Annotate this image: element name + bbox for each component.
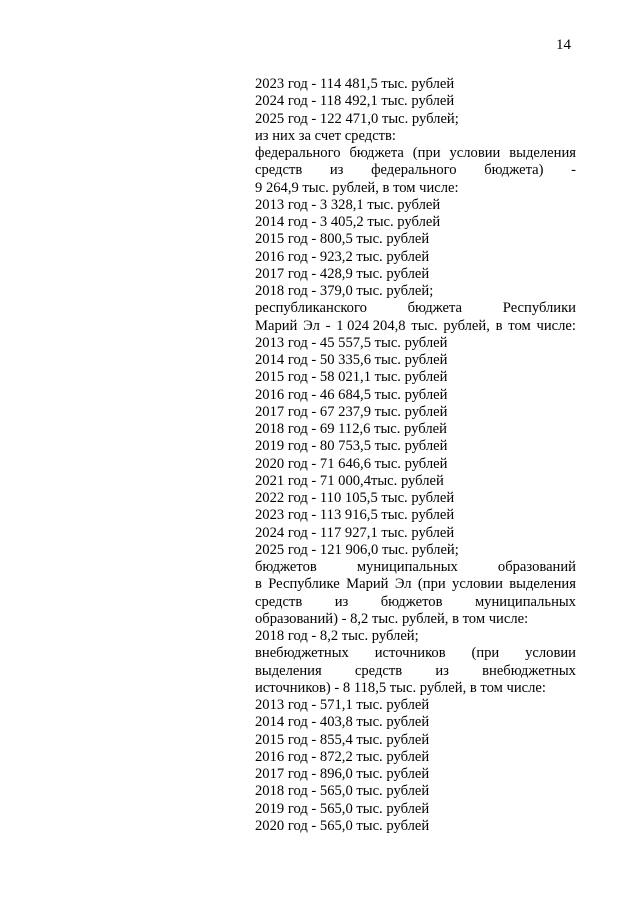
text-line — [255, 162, 576, 179]
text-line: из них за счет средств: — [255, 127, 396, 144]
text-word: (при — [417, 576, 446, 593]
text-line: 2017 год - 896,0 тыс. рублей — [255, 766, 430, 782]
text-word: Марий — [255, 317, 298, 334]
page-number: 14 — [556, 37, 571, 53]
text-line: 2024 год - 117 927,1 тыс. рублей — [255, 524, 455, 541]
text-word: муниципальных — [474, 593, 576, 610]
text-line: 2019 год - 80 753,5 тыс. рублей — [255, 438, 448, 455]
text-line: 2015 год - 855,4 тыс. рублей — [255, 731, 430, 748]
text-word: бюджета — [407, 300, 463, 317]
text-word: в — [495, 317, 503, 334]
text-word: выделения — [509, 145, 576, 161]
text-line — [255, 663, 576, 680]
text-line: 2025 год - 122 471,0 тыс. рублей; — [255, 110, 459, 127]
text-word: Республике — [268, 576, 340, 593]
text-word: Марий — [346, 576, 389, 593]
text-word: условии — [449, 145, 501, 161]
text-line — [255, 145, 576, 162]
text-line: 2022 год - 110 105,5 тыс. рублей — [255, 490, 455, 506]
text-line: 2017 год - 428,9 тыс. рублей — [255, 265, 430, 282]
text-word: (при — [412, 145, 441, 161]
text-word: 1 024 204,8 — [336, 317, 406, 334]
text-word: выделения — [509, 576, 576, 593]
text-line: 2018 год - 69 112,6 тыс. рублей — [255, 421, 447, 437]
document-body — [255, 76, 576, 835]
text-line — [255, 645, 576, 662]
text-line: 2016 год - 46 684,5 тыс. рублей — [255, 386, 448, 403]
text-word: муниципальных — [356, 559, 458, 575]
text-line: 2015 год - 58 021,1 тыс. рублей — [255, 369, 448, 386]
text-word: Эл — [394, 576, 412, 593]
text-word: условии — [525, 645, 576, 662]
text-word: федерального — [255, 145, 341, 161]
text-word: республиканского — [255, 300, 367, 317]
text-word: бюджета) — [484, 162, 544, 179]
text-line — [255, 318, 576, 335]
text-word: образований — [497, 559, 576, 575]
text-line: 2016 год - 872,2 тыс. рублей — [255, 748, 430, 765]
text-word: средств — [255, 162, 303, 179]
text-word: бюджетов — [380, 593, 443, 610]
text-word: Республики — [502, 300, 576, 317]
text-line: 2024 год - 118 492,1 тыс. рублей — [255, 93, 455, 110]
text-word: тыс. — [411, 317, 438, 334]
text-line: 9 264,9 тыс. рублей, в том числе: — [255, 179, 459, 196]
text-word: бюджета — [349, 145, 404, 161]
text-line: 2017 год - 67 237,9 тыс. рублей — [255, 403, 448, 420]
text-word: средств — [255, 593, 303, 610]
text-word: Эл — [303, 317, 320, 334]
text-line: 2018 год - 8,2 тыс. рублей; — [255, 628, 419, 644]
text-line: 2014 год - 403,8 тыс. рублей — [255, 714, 430, 731]
text-word: (при — [471, 645, 500, 662]
text-line — [255, 300, 576, 317]
text-word: из — [435, 662, 449, 679]
text-word: - — [325, 317, 331, 334]
text-line: 2014 год - 3 405,2 тыс. рублей — [255, 214, 441, 230]
text-line: источников) - 8 118,5 тыс. рублей, в том числе: — [255, 679, 546, 696]
text-word: выделения — [255, 662, 322, 679]
text-word: из — [334, 593, 349, 610]
text-line: 2023 год - 113 916,5 тыс. рублей — [255, 507, 455, 524]
text-word: внебюджетных — [255, 645, 349, 662]
text-line: 2015 год - 800,5 тыс. рублей — [255, 231, 430, 248]
text-word: бюджетов — [255, 559, 317, 575]
text-word: федерального — [371, 162, 457, 179]
text-word: средств — [354, 662, 403, 679]
text-line: 2013 год - 45 557,5 тыс. рублей — [255, 334, 448, 351]
text-line: 2023 год - 114 481,5 тыс. рублей — [255, 76, 455, 92]
text-word: рублей, — [443, 317, 490, 334]
text-word: условии — [452, 576, 503, 593]
text-line: образований) - 8,2 тыс. рублей, в том числе: — [255, 610, 529, 627]
text-line: 2020 год - 565,0 тыс. рублей — [255, 817, 430, 834]
text-word: из — [329, 162, 344, 179]
text-word: - — [571, 162, 576, 179]
text-word: внебюджетных — [482, 662, 576, 679]
text-line: 2018 год - 565,0 тыс. рублей — [255, 783, 430, 800]
text-line: 2019 год - 565,0 тыс. рублей — [255, 800, 430, 817]
text-word: в — [255, 576, 262, 593]
text-line — [255, 559, 576, 576]
text-line — [255, 594, 576, 611]
text-word: том — [508, 317, 531, 334]
text-line — [255, 576, 576, 593]
text-word: числе: — [536, 317, 576, 334]
text-line: 2016 год - 923,2 тыс. рублей — [255, 248, 430, 265]
text-line: 2020 год - 71 646,6 тыс. рублей — [255, 455, 448, 472]
text-line: 2013 год - 571,1 тыс. рублей — [255, 697, 430, 713]
text-word: источников — [374, 645, 446, 662]
text-line: 2014 год - 50 335,6 тыс. рублей — [255, 352, 448, 368]
text-line: 2013 год - 3 328,1 тыс. рублей — [255, 196, 441, 213]
text-line: 2021 год - 71 000,4тыс. рублей — [255, 472, 444, 489]
text-line: 2025 год - 121 906,0 тыс. рублей; — [255, 541, 459, 558]
text-line: 2018 год - 379,0 тыс. рублей; — [255, 283, 434, 299]
